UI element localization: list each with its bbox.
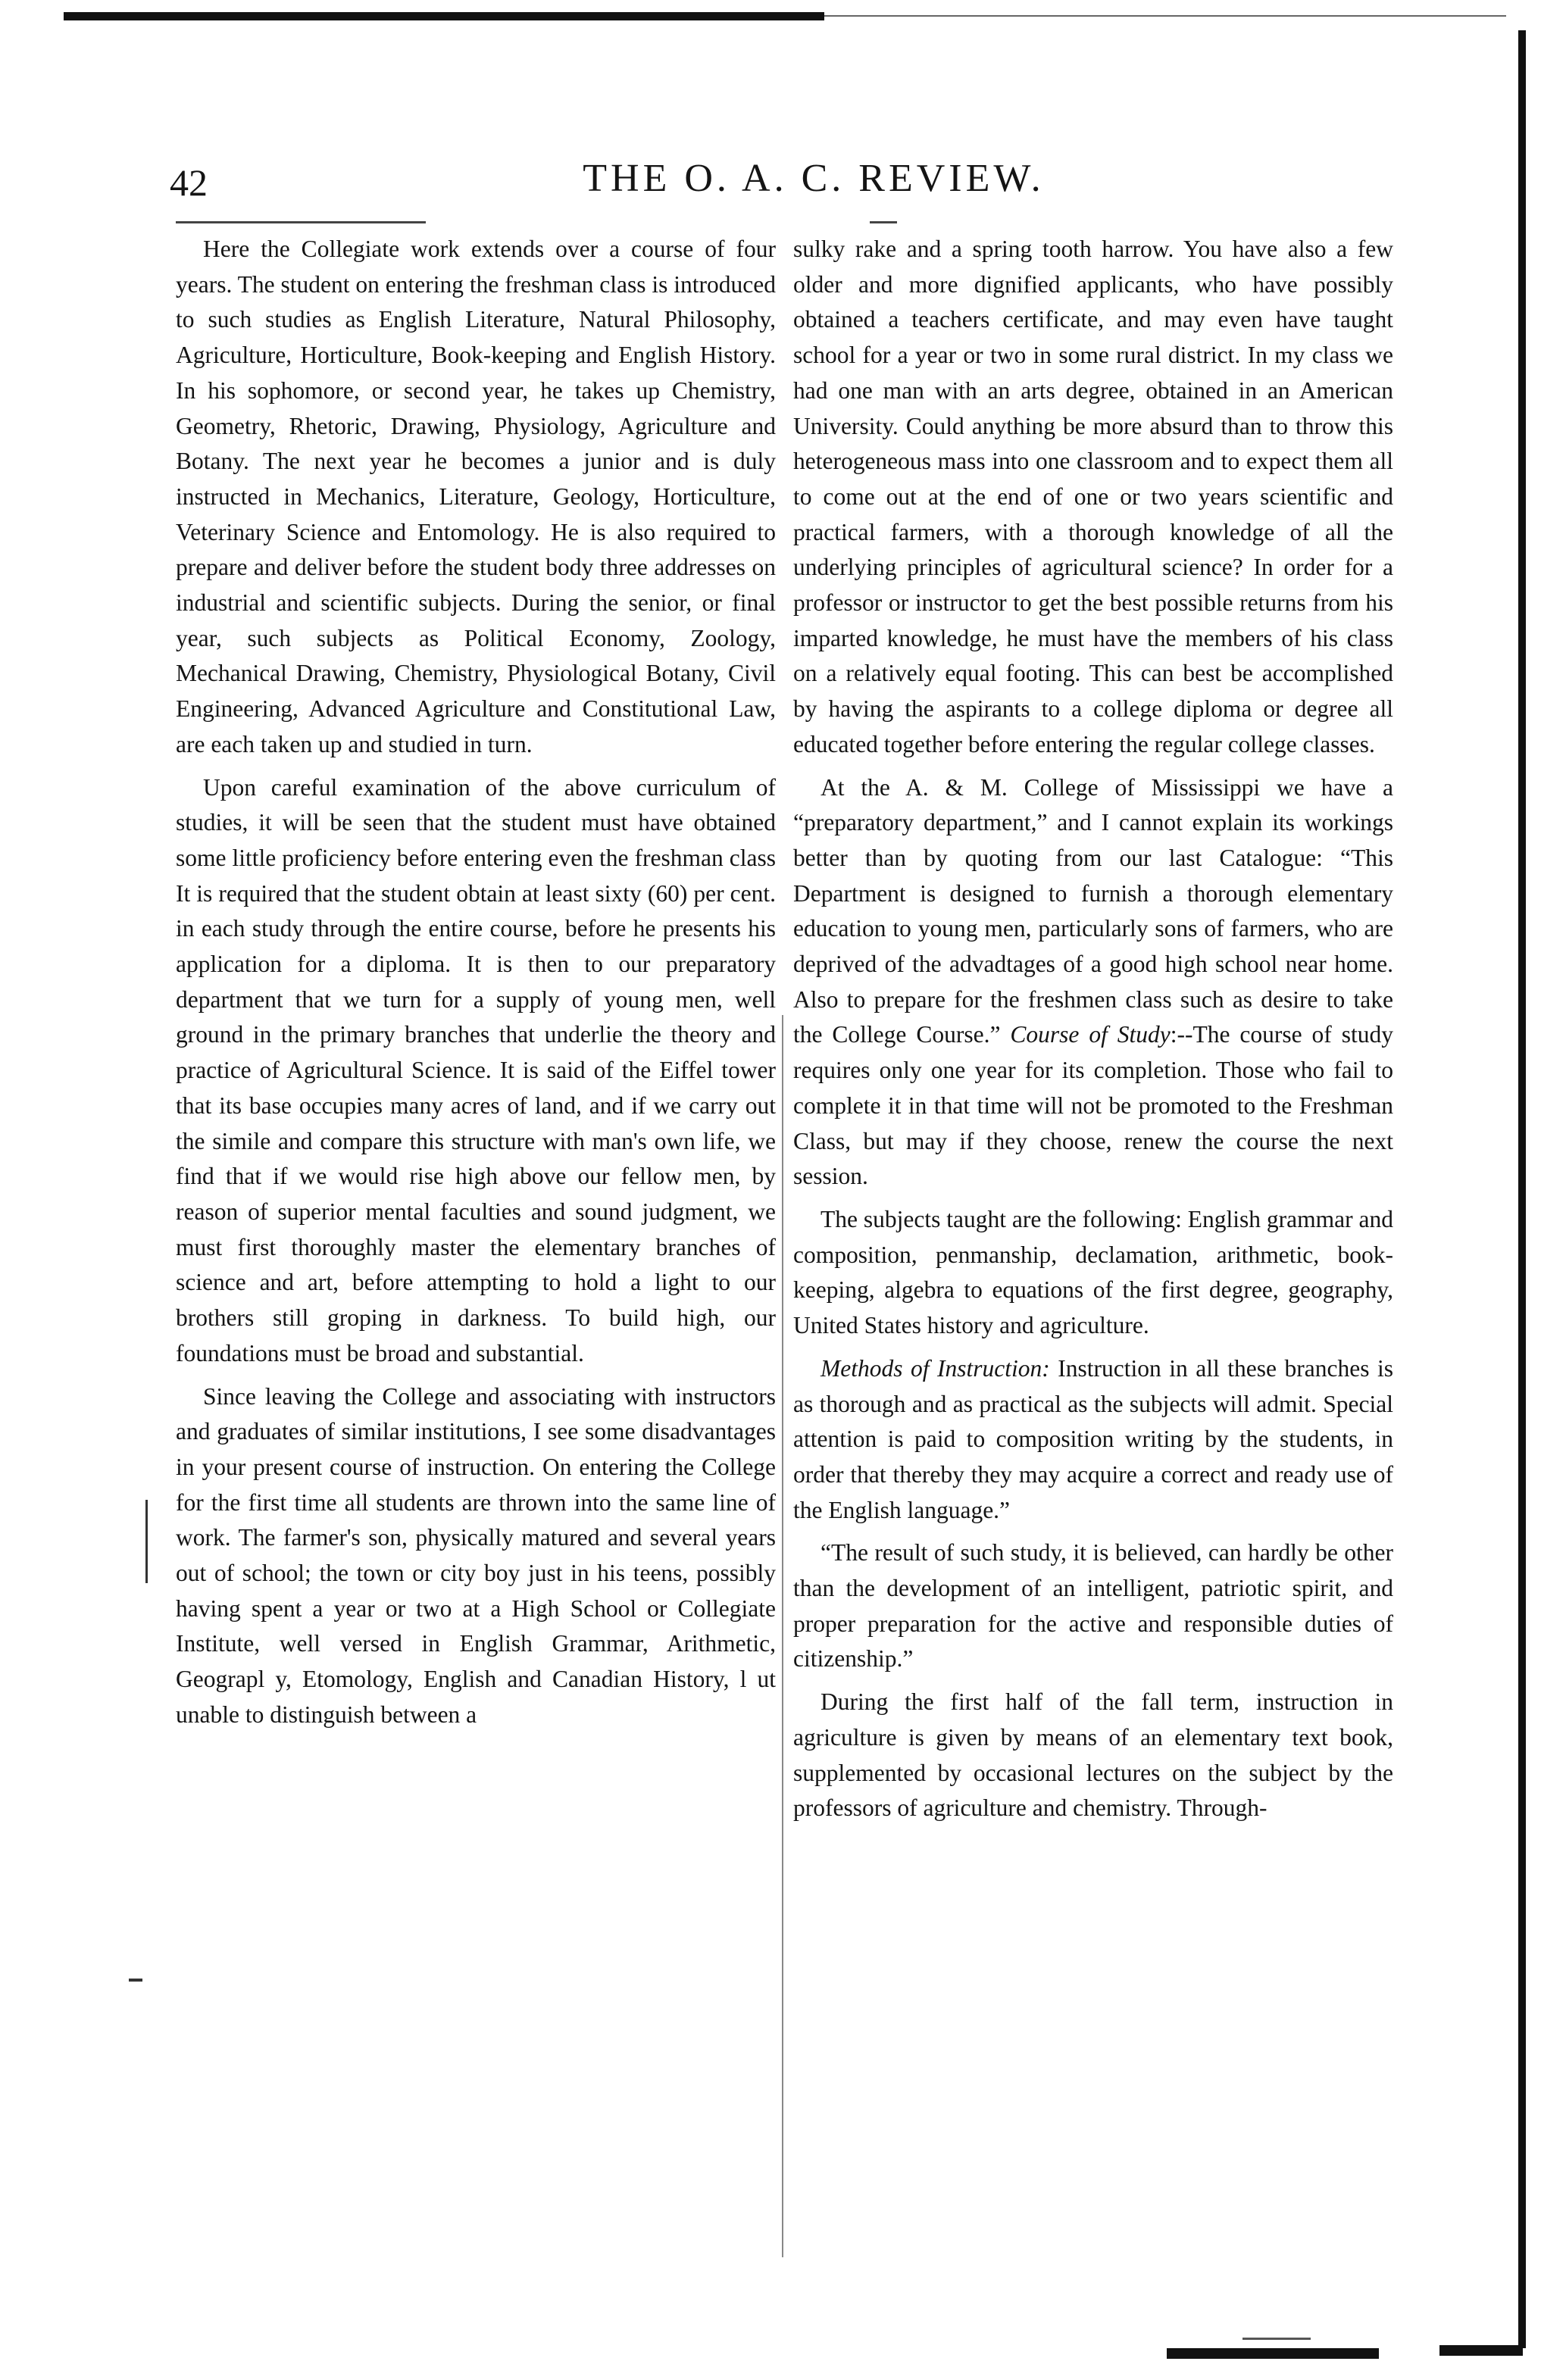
paragraph: “The result of such study, it is believed, can hardly be other than the development of an intelligent, patriotic spirit, and proper preparation for the active and responsible duties of citizenship.” xyxy=(793,1539,1393,1673)
page-number: 42 xyxy=(170,161,208,204)
left-column xyxy=(176,232,776,1733)
paragraph: Upon careful examination of the above curriculum of studies, it will be seen that the student must have obtained some little proficiency before entering even the freshman class It is required that the student obtain at least sixty (60) per cent. in each study through the entire course, before he presents his application for a diploma. It is then to our preparatory department that we turn for a supply of young men, well ground in the primary branches that underlie the theory and practice of Agricultural Science. It is said of the Eiffel tower that its base occupies many acres of land, and if we carry out the simile and compare this structure with man's own life, we find that if we would rise high above our fellow men, by reason of superior mental faculties and sound judgment, we must first thoroughly master the elementary branches of science and art, before attempting to hold a light to our brothers still groping in darkness. To build high, our foundations must be broad and substantial. xyxy=(176,773,776,1366)
section-heading-italic: Course of Study xyxy=(1010,1021,1171,1048)
header-rule-left xyxy=(176,221,426,223)
paragraph: sulky rake and a spring tooth harrow. You have also a few older and more dignified applicants, who have possibly obtained a teachers certificate, and may even have taught school for a year or two in some rural district. In my class we had one man with an arts degree, obtained in an American University. Could anything be more absurd than to throw this heterogeneous mass into one classroom and to expect them all to come out at the end of one or two years scientific and practical farmers, with a thorough knowledge of all the underlying principles of agricultural science? In order for a professor or instructor to get the best possible returns from his imparted knowledge, he must have the members of his class on a relatively equal footing. This can best be accomplished by having the aspirants to a college diploma or degree all educated together before entering the regular college classes. xyxy=(793,236,1393,757)
page-header xyxy=(170,156,1412,209)
top-border-thin-rule xyxy=(824,15,1506,17)
bottom-scan-mark xyxy=(1242,2338,1311,2340)
paragraph: Here the Collegiate work extends over a course of four years. The student on entering the freshman class is introduced to such studies as English Literature, Natural Philosophy, Agriculture, Horticulture, Book-keeping and English History. In his sophomore, or second year, he takes up Chemistry, Geometry, Rhetoric, Drawing, Physiology, Agriculture and Botany. The next year he becomes a junior and is duly instructed in Mechanics, Literature, Geology, Horticulture, Veterinary Science and Entomology. He is also required to prepare and deliver before the student body three addresses on industrial and scientific subjects. During the senior, or final year, such subjects as Political Economy, Zoology, Mechanical Drawing, Chemistry, Physiological Botany, Civil Engineering, Advanced Agriculture and Constitutional Law, are each taken up and studied in turn. xyxy=(176,236,776,757)
column-divider xyxy=(782,1015,783,2257)
paragraph: Since leaving the College and associating with instructors and graduates of similar institutions, I see some disadvantages in your present course of instruction. On entering the College for the first time all students are thrown into the same line of work. The farmer's son, physically matured and several years out of school; the town or city boy just in his teens, possibly having spent a year or two at a High School or Collegiate Institute, well versed in English Grammar, Arithmetic, Geograpl y, Etomology, English and Canadian History, l ut unable to distinguish between a xyxy=(176,1382,776,1728)
running-title: THE O. A. C. REVIEW. xyxy=(583,157,1045,200)
paragraph-text: At the A. & M. College of Mississippi we have a “preparatory department,” and I cannot explain its workings better than by quoting from our last Catalogue: “This Department is designed to furnish a thorough elementary education to young men, particularly sons of farmers, who are deprived of the advadtages of a good high school near home. Also to prepare for the freshmen class such as desire to take the College Course.” xyxy=(793,773,1393,1048)
paragraph-text: Instruction in all these branches is as thorough and as practical as the subjects will admit. Special attention is paid to composition writing by the students, in order that thereby they may acquire a correct and ready use of the English language.” xyxy=(793,1354,1394,1523)
bottom-scan-bar xyxy=(1167,2348,1379,2359)
paragraph xyxy=(793,770,1393,1195)
paragraph: The subjects taught are the following: English grammar and composition, penmanship, declamation, arithmetic, book-keeping, algebra to equations of the first degree, geography, United States history and agriculture. xyxy=(793,1205,1393,1339)
margin-bracket-mark xyxy=(129,1500,159,1591)
bottom-scan-bar xyxy=(1439,2345,1523,2356)
paragraph-text: :--The course of study requires only one year for its completion. Those who fail to complete it in that time will not be promoted to the Freshman Class, but may if they choose, renew the course the next session. xyxy=(793,1021,1393,1190)
top-border-rule xyxy=(64,12,824,20)
section-heading-italic: Methods of Instruction: xyxy=(821,1354,1050,1382)
header-rule-right xyxy=(870,221,897,223)
margin-dash-mark xyxy=(129,1979,142,1982)
paragraph: During the first half of the fall term, instruction in agriculture is given by means of an elementary text book, supplemented by occasional lectures on the subject by the professors of agriculture and chemistry. Through- xyxy=(793,1688,1393,1822)
right-column xyxy=(793,232,1393,1826)
paragraph xyxy=(793,1351,1393,1529)
right-page-edge xyxy=(1518,30,1526,2348)
